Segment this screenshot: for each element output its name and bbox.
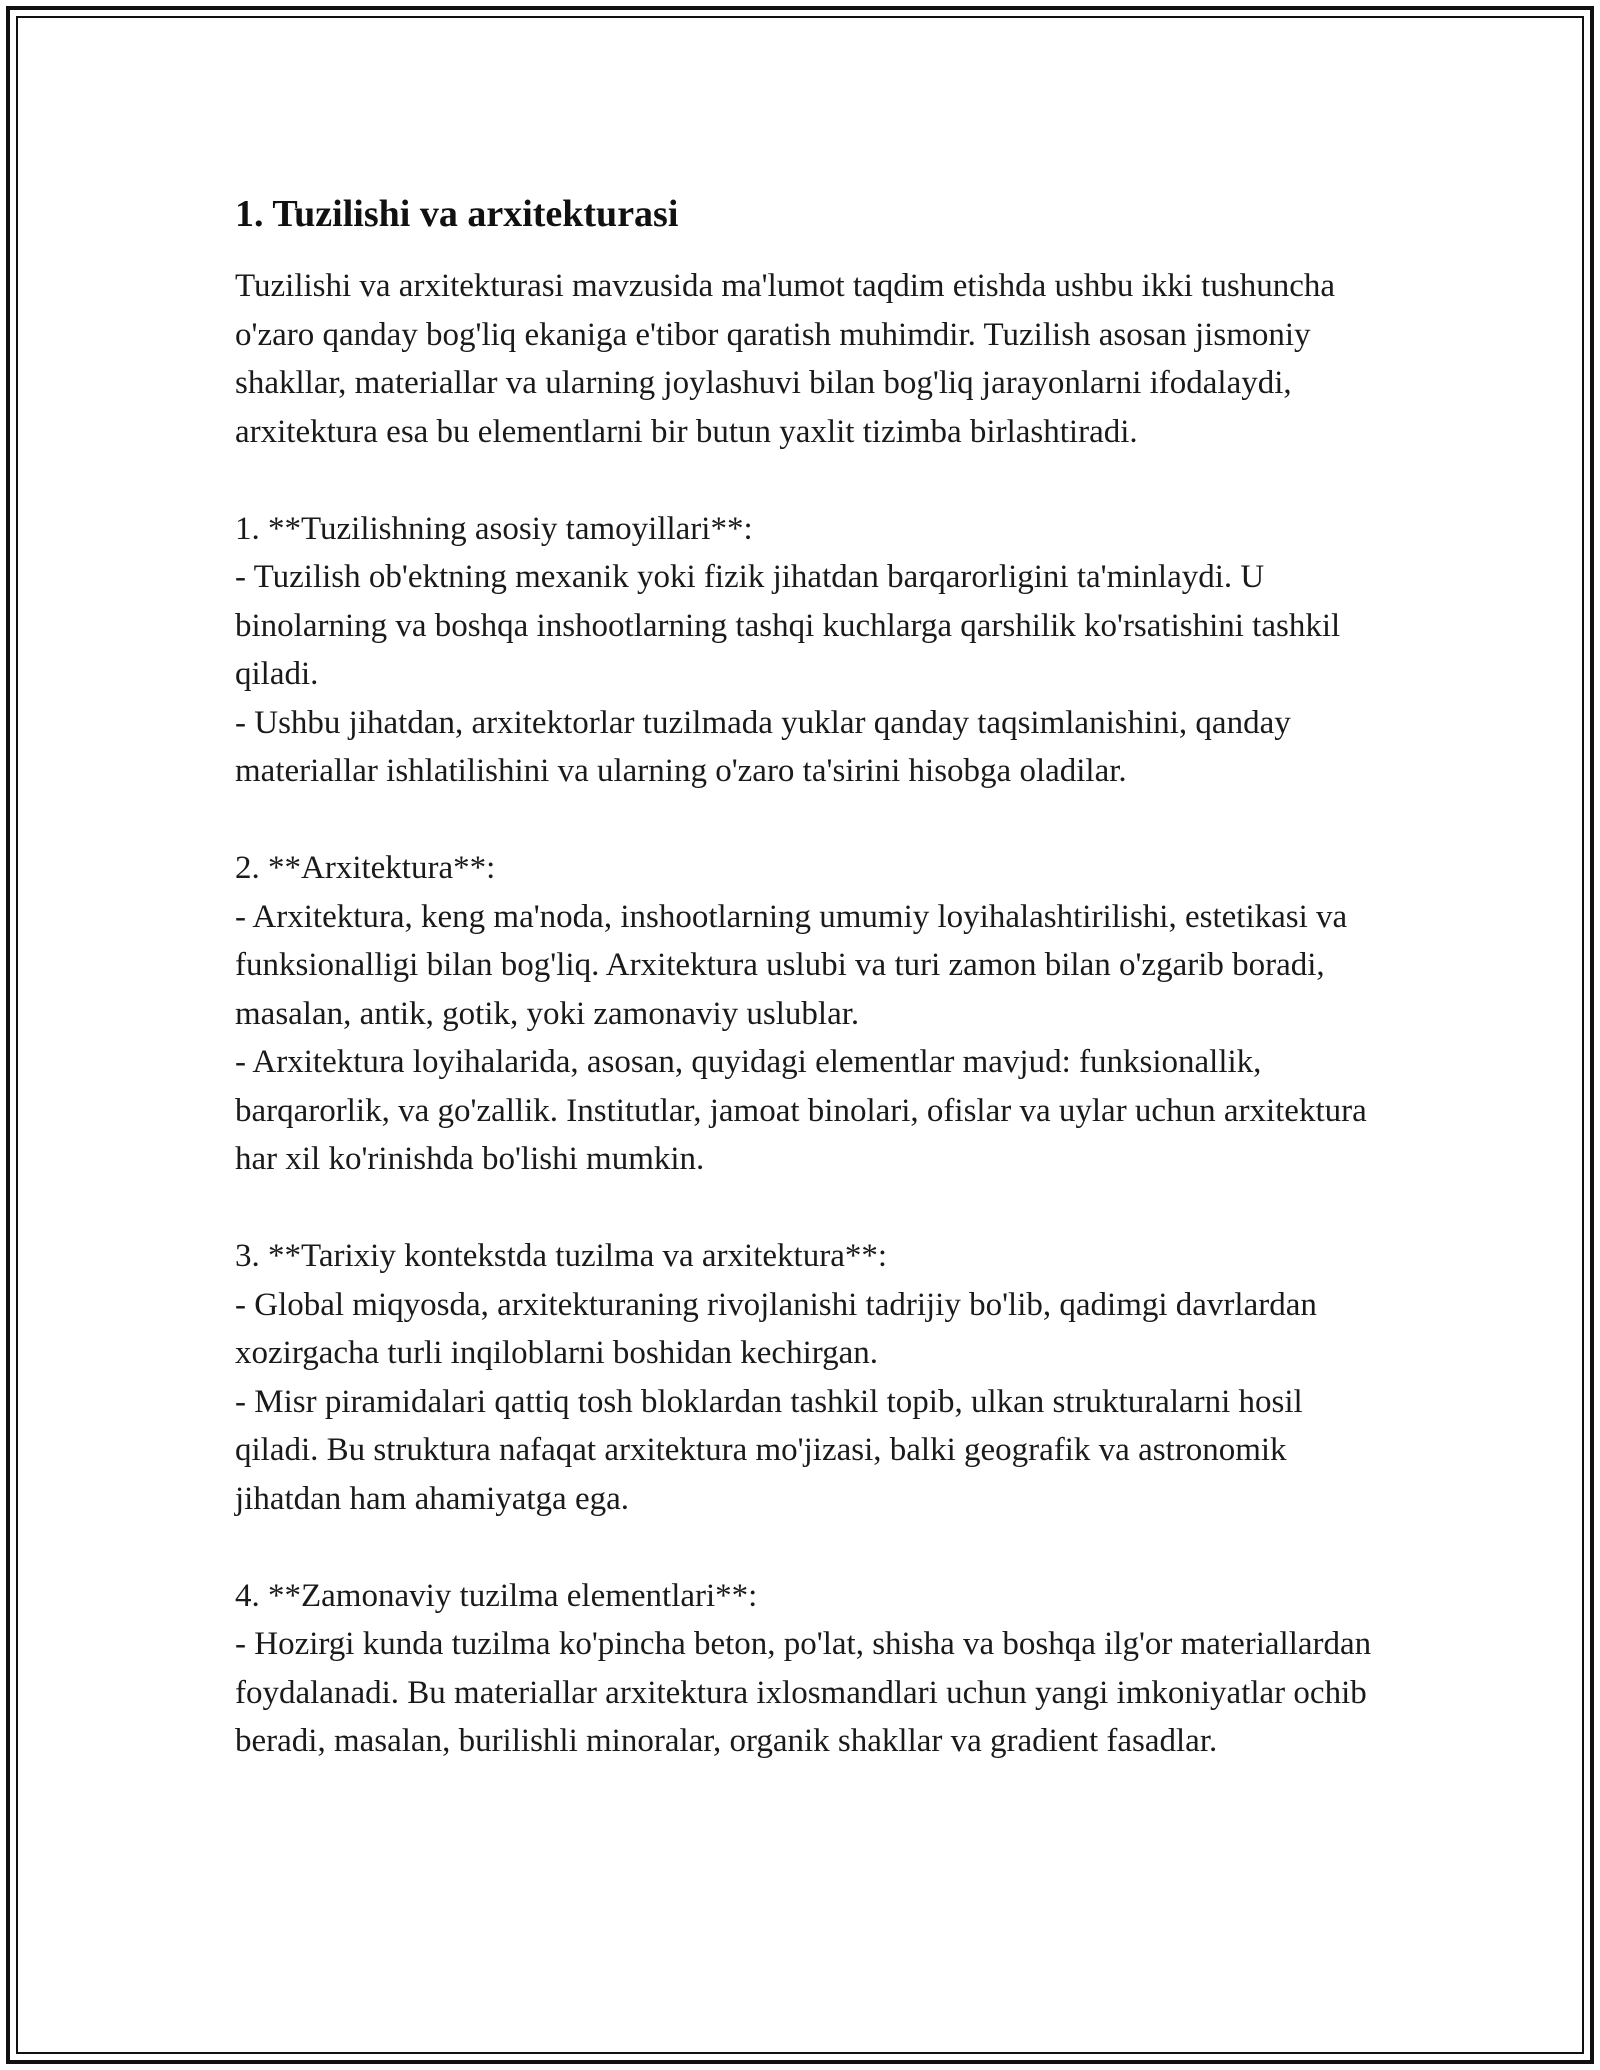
- section-bullet: - Global miqyosda, arxitekturaning rivojlanishi tadrijiy bo'lib, qadimgi davrlardan xozirgacha turli inqiloblarni boshidan kechirgan.: [235, 1286, 1317, 1371]
- document-title: 1. Tuzilishi va arxitekturasi: [235, 193, 679, 235]
- section-spacer: [235, 1523, 1375, 1572]
- section-bullet: - Tuzilish ob'ektning mexanik yoki fizik jihatdan barqarorligini ta'minlaydi. U binolarning va boshqa inshootlarning tashqi kuchlarga qarshilik ko'rsatishini tashkil qiladi.: [235, 559, 1341, 692]
- section-heading: 2. **Arxitektura**:: [235, 850, 496, 886]
- section-4: [235, 1572, 1375, 1766]
- section-bullet: - Misr piramidalari qattiq tosh bloklardan tashkil topib, ulkan strukturalarni hosil qiladi. Bu struktura nafaqat arxitektura mo'jizasi, balki geografik va astronomik jihatdan ham ahamiyatga ega.: [235, 1383, 1303, 1517]
- section-1: [235, 505, 1375, 796]
- section-heading: 4. **Zamonaviy tuzilma elementlari**:: [235, 1577, 758, 1614]
- document-body: [235, 190, 1375, 1766]
- section-bullet: - Ushbu jihatdan, arxitektorlar tuzilmada yuklar qanday taqsimlanishini, qanday materiallar ishlatilishini va ularning o'zaro ta'sirini hisobga oladilar.: [235, 704, 1291, 789]
- section-spacer: [235, 456, 1375, 505]
- section-2: [235, 844, 1375, 1184]
- section-spacer: [235, 1184, 1375, 1233]
- section-3: [235, 1232, 1375, 1523]
- section-bullet: - Arxitektura, keng ma'noda, inshootlarning umumiy loyihalashtirilishi, estetikasi va funksionalligi bilan bog'liq. Arxitektura uslubi va turi zamon bilan o'zgarib boradi, masalan, antik, gotik, yoki zamonaviy uslublar.: [235, 898, 1348, 1032]
- section-heading: 3. **Tarixiy kontekstda tuzilma va arxitektura**:: [235, 1238, 888, 1274]
- intro-paragraph: Tuzilishi va arxitekturasi mavzusida ma'lumot taqdim etishda ushbu ikki tushuncha o'zaro qanday bog'liq ekaniga e'tibor qaratish muhimdir. Tuzilish asosan jismoniy shakllar, materiallar va ularning joylashuvi bilan bog'liq jarayonlarni ifodalaydi, arxitektura esa bu elementlarni bir butun yaxlit tizimba birlashtiradi.: [235, 268, 1335, 450]
- section-spacer: [235, 796, 1375, 845]
- section-bullet: - Arxitektura loyihalarida, asosan, quyidagi elementlar mavjud: funksionallik, barqarorlik, va go'zallik. Institutlar, jamoat binolari, ofislar va uylar uchun arxitektura har xil ko'rinishda bo'lishi mumkin.: [235, 1044, 1367, 1177]
- section-bullet: - Hozirgi kunda tuzilma ko'pincha beton, po'lat, shisha va boshqa ilg'or materiallardan foydalanadi. Bu materiallar arxitektura ixlosmandlari uchun yangi imkoniyatlar ochib beradi, masalan, burilishli minoralar, organik shakllar va gradient fasadlar.: [235, 1626, 1372, 1759]
- section-heading: 1. **Tuzilishning asosiy tamoyillari**:: [235, 510, 753, 547]
